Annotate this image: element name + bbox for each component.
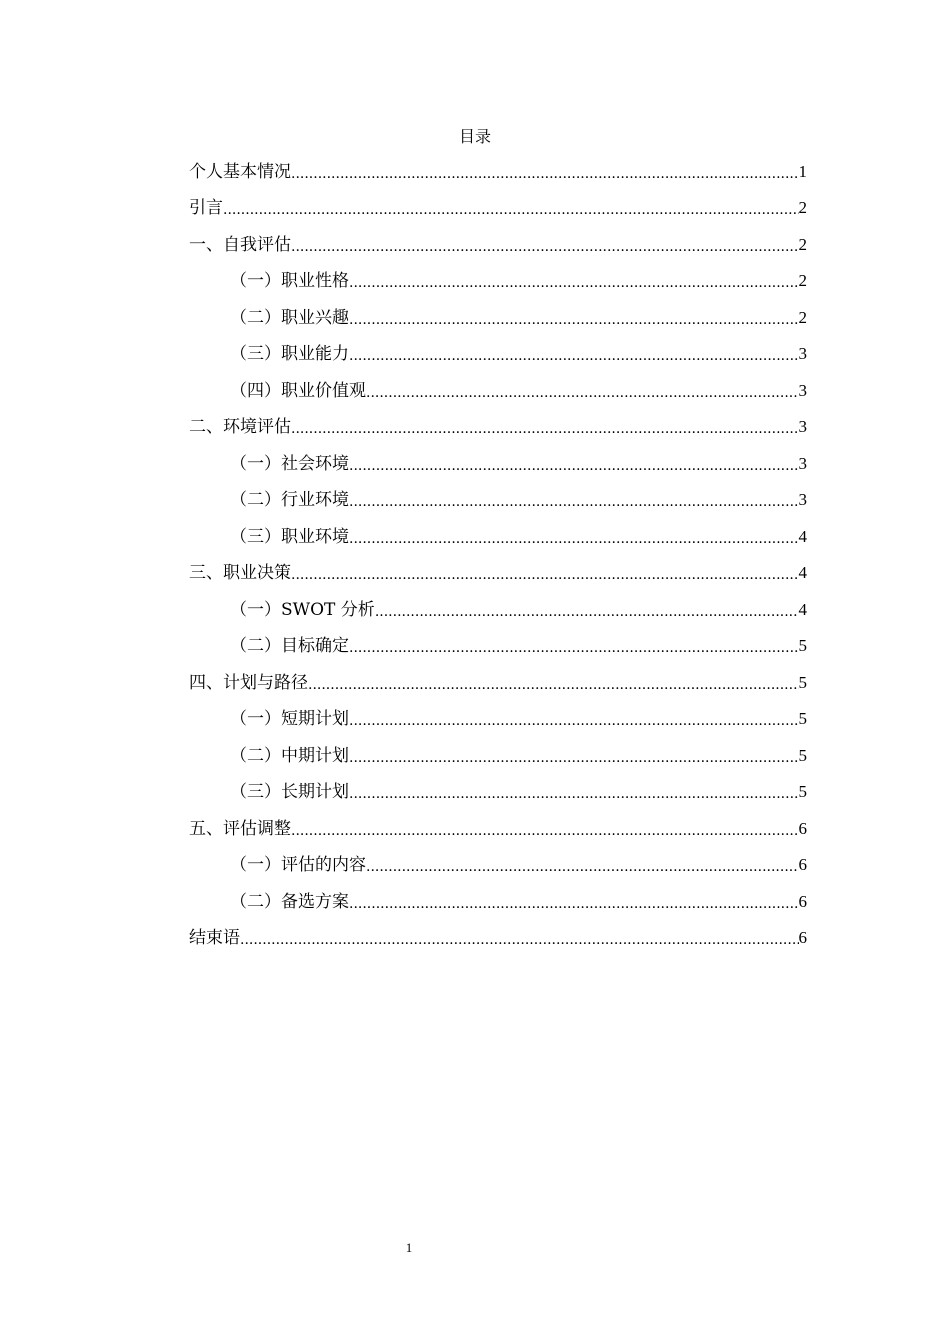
toc-entry-label: （一）职业性格 — [230, 271, 349, 291]
toc-entry-label: （一）短期计划 — [230, 709, 349, 729]
toc-entry[interactable] — [189, 404, 807, 441]
toc-entry-label: （二）职业兴趣 — [230, 307, 349, 328]
toc-entry-page: 1 — [798, 161, 807, 181]
toc-entry-page: 5 — [798, 782, 807, 801]
toc-entry[interactable] — [189, 550, 807, 587]
toc-dot-leader — [223, 203, 799, 221]
toc-entry-page: 4 — [798, 526, 807, 546]
toc-entry[interactable] — [189, 477, 807, 514]
toc-entry[interactable] — [189, 732, 807, 769]
toc-entry-label: （一）SWOT 分析 — [230, 599, 375, 620]
toc-entry[interactable] — [189, 367, 807, 404]
toc-dot-leader — [291, 167, 799, 185]
toc-entry-page: 5 — [798, 636, 807, 655]
toc-dot-leader — [349, 349, 799, 367]
toc-entry-page: 2 — [798, 198, 807, 217]
table-of-contents — [189, 148, 807, 951]
toc-entry-page: 6 — [798, 818, 807, 838]
toc-entry[interactable] — [189, 842, 807, 879]
toc-entry-page: 6 — [798, 891, 807, 911]
toc-entry-page: 5 — [798, 672, 807, 692]
toc-entry[interactable] — [189, 659, 807, 696]
toc-dot-leader — [349, 641, 799, 659]
toc-entry-label: （二）行业环境 — [230, 490, 349, 510]
toc-entry-label: （三）职业环境 — [230, 526, 349, 547]
toc-entry-page: 6 — [798, 928, 807, 947]
toc-dot-leader — [291, 824, 799, 842]
toc-dot-leader — [349, 495, 799, 513]
toc-dot-leader — [291, 568, 799, 586]
toc-entry-page: 2 — [798, 271, 807, 290]
toc-dot-leader — [349, 897, 799, 915]
toc-entry-page: 6 — [798, 855, 807, 874]
toc-entry-label: （二）目标确定 — [230, 636, 349, 656]
toc-dot-leader — [240, 933, 799, 951]
toc-entry-label: （三）职业能力 — [230, 344, 349, 364]
toc-entry-label: 一、自我评估 — [189, 234, 291, 255]
toc-entry-page: 5 — [798, 745, 807, 765]
toc-entry-label: （二）备选方案 — [230, 891, 349, 912]
toc-entry-page: 2 — [798, 307, 807, 327]
toc-dot-leader — [349, 276, 799, 294]
toc-dot-leader — [349, 751, 799, 769]
toc-entry-page: 2 — [798, 234, 807, 254]
toc-entry-page: 3 — [798, 417, 807, 436]
toc-entry-page: 3 — [798, 344, 807, 363]
toc-entry-label: （一）评估的内容 — [230, 855, 366, 875]
toc-entry-page: 3 — [798, 453, 807, 473]
toc-entry[interactable] — [189, 185, 807, 222]
toc-entry[interactable] — [189, 440, 807, 477]
toc-entry[interactable] — [189, 513, 807, 550]
toc-entry-label: 结束语 — [189, 928, 240, 948]
toc-dot-leader — [349, 459, 799, 477]
toc-entry[interactable] — [189, 805, 807, 842]
toc-dot-leader — [349, 787, 799, 805]
toc-entry[interactable] — [189, 878, 807, 915]
toc-dot-leader — [375, 605, 799, 623]
toc-entry[interactable] — [189, 294, 807, 331]
toc-entry-page: 5 — [798, 709, 807, 728]
page-number: 1 — [405, 1240, 413, 1255]
toc-entry[interactable] — [189, 915, 807, 952]
toc-entry[interactable] — [189, 586, 807, 623]
toc-title: 目录 — [458, 127, 491, 146]
toc-entry-label: （三）长期计划 — [230, 782, 349, 802]
toc-dot-leader — [366, 860, 799, 878]
toc-entry[interactable] — [189, 148, 807, 185]
toc-entry-page: 4 — [798, 599, 807, 619]
toc-entry[interactable] — [189, 623, 807, 660]
toc-entry[interactable] — [189, 696, 807, 733]
toc-dot-leader — [308, 678, 799, 696]
toc-entry-page: 4 — [798, 563, 807, 582]
toc-entry-label: 个人基本情况 — [189, 161, 291, 182]
toc-dot-leader — [349, 532, 799, 550]
toc-entry-page: 3 — [798, 380, 807, 400]
toc-entry[interactable] — [189, 221, 807, 258]
toc-entry-label: 五、评估调整 — [189, 818, 291, 839]
toc-entry[interactable] — [189, 258, 807, 295]
toc-entry-label: （四）职业价值观 — [230, 380, 366, 401]
toc-entry-label: 二、环境评估 — [189, 417, 291, 437]
toc-entry-label: 四、计划与路径 — [189, 672, 308, 693]
toc-entry[interactable] — [189, 769, 807, 806]
toc-dot-leader — [291, 240, 799, 258]
toc-dot-leader — [349, 714, 799, 732]
toc-dot-leader — [349, 313, 799, 331]
toc-dot-leader — [291, 422, 799, 440]
toc-entry-label: （一）社会环境 — [230, 453, 349, 474]
toc-entry-label: （二）中期计划 — [230, 745, 349, 766]
toc-entry-label: 三、职业决策 — [189, 563, 291, 583]
toc-dot-leader — [366, 386, 799, 404]
toc-entry[interactable] — [189, 331, 807, 368]
toc-entry-label: 引言 — [189, 198, 223, 218]
toc-entry-page: 3 — [798, 490, 807, 509]
